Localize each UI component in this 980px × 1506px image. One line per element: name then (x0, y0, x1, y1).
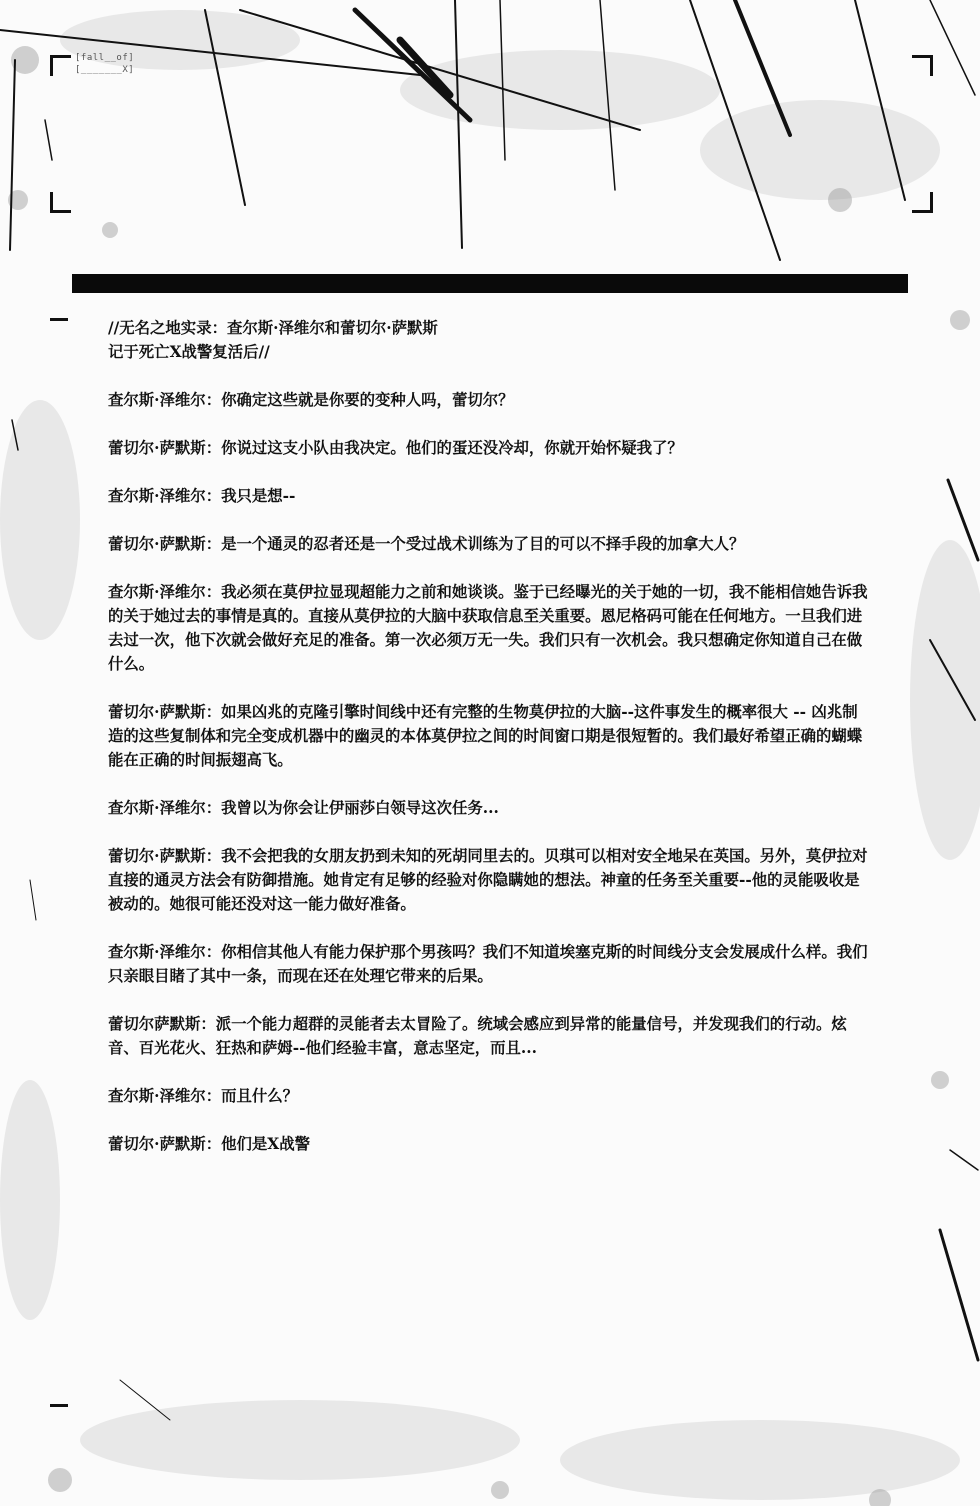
frame-corner-top-left (50, 55, 71, 76)
dialogue-line-xavier: 查尔斯·泽维尔：你确定这些就是你要的变种人吗，蕾切尔？ (108, 391, 514, 409)
margin-dash-top (50, 318, 68, 321)
dialogue-line-xavier: 查尔斯·泽维尔：我曾以为你会让伊丽莎白领导这次任务... (108, 799, 499, 817)
frame-corner-bottom-right (912, 192, 933, 213)
logo-line-2: [_______X] (75, 65, 135, 75)
dialogue-line-rachel: 蕾切尔·萨默斯：是一个通灵的忍者还是一个受过战术训练为了目的可以不择手段的加拿大人？ (108, 535, 745, 553)
transcript-title-line-2: 记于死亡X战警复活后// (108, 343, 270, 361)
logo-line-1: [fall__of] (75, 53, 135, 63)
frame-corner-bottom-left (50, 192, 71, 213)
fall-of-x-logo (75, 52, 134, 76)
dialogue-line-xavier: 查尔斯·泽维尔：我必须在莫伊拉显现超能力之前和她谈谈。鉴于已经曝光的关于她的一切，我不能相信她告诉我的关于她过去的事情是真的。直接从莫伊拉的大脑中获取信息至关重要。恩尼格码可能在任何地方。一旦我们进去过一次，他下次就会做好充足的准备。第一次必须万无一失。我们只有一次机会。我只想确定你知道自己在做什么。 (108, 583, 868, 673)
transcript-body (108, 316, 868, 1156)
dialogue-line-rachel: 蕾切尔萨默斯：派一个能力超群的灵能者去太冒险了。统域会感应到异常的能量信号，并发现我们的行动。炫音、百光花火、狂热和萨姆--他们经验丰富，意志坚定，而且... (108, 1015, 847, 1057)
dialogue-line-rachel: 蕾切尔·萨默斯：我不会把我的女朋友扔到未知的死胡同里去的。贝琪可以相对安全地呆在英国。另外，莫伊拉对直接的通灵方法会有防御措施。她肯定有足够的经验对你隐瞒她的想法。神童的任务至关重要--他的灵能吸收是被动的。她很可能还没对这一能力做好准备。 (108, 847, 868, 913)
margin-dash-bottom (50, 1404, 68, 1407)
dialogue-line-rachel: 蕾切尔·萨默斯：如果凶兆的克隆引擎时间线中还有完整的生物莫伊拉的大脑--这件事发生的概率很大 -- 凶兆制造的这些复制体和完全变成机器中的幽灵的本体莫伊拉之间的时间窗口期是很短暂的。我们最好希望正确的蝴蝶能在正确的时间振翅高飞。 (108, 703, 863, 769)
dialogue-line-xavier: 查尔斯·泽维尔：而且什么？ (108, 1087, 299, 1105)
header-black-bar (72, 274, 908, 293)
dialogue-line-xavier: 查尔斯·泽维尔：你相信其他人有能力保护那个男孩吗？我们不知道埃塞克斯的时间线分支会发展成什么样。我们只亲眼目睹了其中一条，而现在还在处理它带来的后果。 (108, 943, 868, 985)
dialogue-line-rachel: 蕾切尔·萨默斯：你说过这支小队由我决定。他们的蛋还没冷却，你就开始怀疑我了？ (108, 439, 683, 457)
transcript-title-line-1: //无名之地实录：查尔斯·泽维尔和蕾切尔·萨默斯 (108, 319, 438, 337)
dialogue-line-xavier: 查尔斯·泽维尔：我只是想-- (108, 487, 296, 505)
frame-corner-top-right (912, 55, 933, 76)
dialogue-line-rachel: 蕾切尔·萨默斯：他们是X战警 (108, 1135, 310, 1153)
